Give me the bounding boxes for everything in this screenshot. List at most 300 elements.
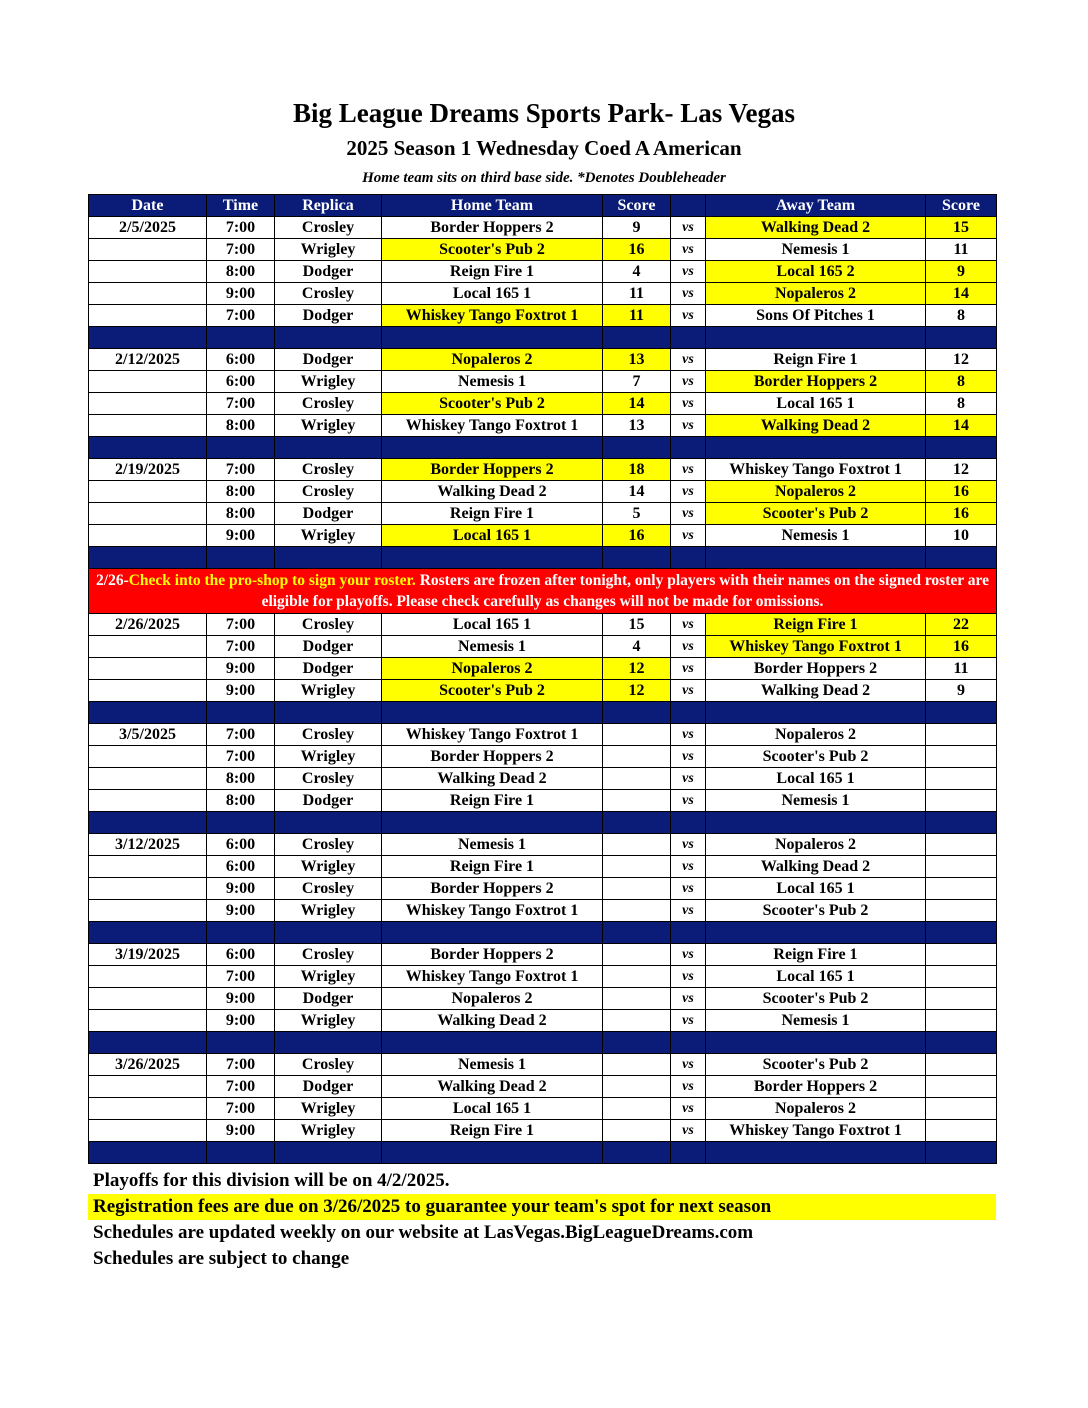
- home-team-cell: Border Hoppers 2: [382, 944, 603, 966]
- game-row: [89, 1054, 997, 1076]
- away-team-cell: Walking Dead 2: [706, 680, 926, 702]
- separator-cell: [926, 1142, 997, 1164]
- registration-note: Registration fees are due on 3/26/2025 to guarantee your team's spot for next season: [88, 1194, 996, 1220]
- vs-cell: vs: [671, 1010, 706, 1032]
- home-score-cell: [603, 878, 671, 900]
- away-team-cell: Nopaleros 2: [706, 283, 926, 305]
- subject-to-change-note: Schedules are subject to change: [93, 1248, 350, 1269]
- separator-cell: [89, 547, 207, 569]
- field-cell: Dodger: [275, 305, 382, 327]
- away-team-cell: Border Hoppers 2: [706, 658, 926, 680]
- away-score-cell: [926, 724, 997, 746]
- game-row: [89, 481, 997, 503]
- date-cell: [89, 746, 207, 768]
- away-score-cell: 9: [926, 680, 997, 702]
- away-score-cell: 22: [926, 614, 997, 636]
- separator-cell: [603, 547, 671, 569]
- game-row: [89, 1120, 997, 1142]
- home-team-cell: Whiskey Tango Foxtrot 1: [382, 724, 603, 746]
- away-score-cell: [926, 768, 997, 790]
- home-score-cell: [603, 944, 671, 966]
- away-team-cell: Nemesis 1: [706, 239, 926, 261]
- away-team-cell: Local 165 1: [706, 768, 926, 790]
- field-cell: Wrigley: [275, 966, 382, 988]
- time-cell: 7:00: [207, 614, 275, 636]
- separator-cell: [275, 547, 382, 569]
- home-score-cell: 5: [603, 503, 671, 525]
- separator-cell: [671, 1032, 706, 1054]
- page-title: Big League Dreams Sports Park- Las Vegas: [292, 98, 796, 128]
- field-cell: Wrigley: [275, 856, 382, 878]
- time-cell: 7:00: [207, 636, 275, 658]
- separator-cell: [89, 1142, 207, 1164]
- away-team-cell: Local 165 1: [706, 393, 926, 415]
- separator-cell: [706, 1142, 926, 1164]
- time-cell: 8:00: [207, 415, 275, 437]
- date-cell: [89, 371, 207, 393]
- date-cell: [89, 636, 207, 658]
- date-cell: [89, 768, 207, 790]
- game-row: [89, 1076, 997, 1098]
- time-cell: 9:00: [207, 1120, 275, 1142]
- game-row: [89, 371, 997, 393]
- notice-date: 2/26-: [96, 572, 129, 589]
- vs-cell: vs: [671, 768, 706, 790]
- away-score-cell: 12: [926, 349, 997, 371]
- home-team-cell: Whiskey Tango Foxtrot 1: [382, 305, 603, 327]
- week-separator: [89, 1032, 997, 1054]
- date-cell: [89, 415, 207, 437]
- website-note: Schedules are updated weekly on our website at LasVegas.BigLeagueDreams.com: [93, 1222, 754, 1243]
- week-separator: [89, 327, 997, 349]
- separator-cell: [207, 327, 275, 349]
- game-row: [89, 393, 997, 415]
- date-cell: [89, 239, 207, 261]
- away-team-cell: Scooter's Pub 2: [706, 1054, 926, 1076]
- date-cell: [89, 283, 207, 305]
- home-score-cell: 13: [603, 415, 671, 437]
- home-team-cell: Local 165 1: [382, 1098, 603, 1120]
- roster-notice-row: [89, 569, 997, 614]
- separator-cell: [706, 547, 926, 569]
- vs-cell: vs: [671, 724, 706, 746]
- date-cell: 3/12/2025: [89, 834, 207, 856]
- home-score-cell: 7: [603, 371, 671, 393]
- game-row: [89, 856, 997, 878]
- separator-cell: [382, 437, 603, 459]
- game-row: [89, 724, 997, 746]
- time-cell: 6:00: [207, 944, 275, 966]
- vs-cell: vs: [671, 790, 706, 812]
- home-team-note: Home team sits on third base side. *Denotes Doubleheader: [362, 170, 726, 186]
- time-cell: 6:00: [207, 834, 275, 856]
- col-home-score: Score: [603, 195, 671, 217]
- separator-cell: [382, 922, 603, 944]
- home-team-cell: Reign Fire 1: [382, 856, 603, 878]
- home-score-cell: 4: [603, 261, 671, 283]
- time-cell: 7:00: [207, 217, 275, 239]
- separator-cell: [603, 327, 671, 349]
- time-cell: 8:00: [207, 768, 275, 790]
- field-cell: Wrigley: [275, 1010, 382, 1032]
- separator-cell: [382, 1142, 603, 1164]
- away-team-cell: Nopaleros 2: [706, 724, 926, 746]
- game-row: [89, 525, 997, 547]
- home-team-cell: Nemesis 1: [382, 1054, 603, 1076]
- vs-cell: vs: [671, 349, 706, 371]
- header-row: [89, 195, 997, 217]
- home-score-cell: [603, 1076, 671, 1098]
- home-score-cell: [603, 790, 671, 812]
- game-row: [89, 878, 997, 900]
- schedule-body: [89, 217, 997, 1164]
- home-team-cell: Reign Fire 1: [382, 1120, 603, 1142]
- separator-cell: [275, 1032, 382, 1054]
- field-cell: Crosley: [275, 878, 382, 900]
- date-cell: 2/5/2025: [89, 217, 207, 239]
- game-row: [89, 239, 997, 261]
- time-cell: 7:00: [207, 724, 275, 746]
- date-cell: [89, 966, 207, 988]
- game-row: [89, 900, 997, 922]
- away-team-cell: Whiskey Tango Foxtrot 1: [706, 636, 926, 658]
- time-cell: 7:00: [207, 239, 275, 261]
- home-team-cell: Whiskey Tango Foxtrot 1: [382, 415, 603, 437]
- time-cell: 8:00: [207, 790, 275, 812]
- home-team-cell: Walking Dead 2: [382, 481, 603, 503]
- col-time: Time: [207, 195, 275, 217]
- date-cell: [89, 900, 207, 922]
- game-row: [89, 1098, 997, 1120]
- away-score-cell: 12: [926, 459, 997, 481]
- field-cell: Wrigley: [275, 525, 382, 547]
- date-cell: [89, 1120, 207, 1142]
- time-cell: 9:00: [207, 878, 275, 900]
- home-score-cell: 12: [603, 658, 671, 680]
- game-row: [89, 415, 997, 437]
- separator-cell: [603, 702, 671, 724]
- away-team-cell: Scooter's Pub 2: [706, 503, 926, 525]
- separator-cell: [603, 1032, 671, 1054]
- date-cell: [89, 658, 207, 680]
- field-cell: Dodger: [275, 636, 382, 658]
- home-team-cell: Whiskey Tango Foxtrot 1: [382, 966, 603, 988]
- date-cell: 2/26/2025: [89, 614, 207, 636]
- game-row: [89, 305, 997, 327]
- time-cell: 9:00: [207, 900, 275, 922]
- col-away-score: Score: [926, 195, 997, 217]
- vs-cell: vs: [671, 261, 706, 283]
- game-row: [89, 1010, 997, 1032]
- vs-cell: vs: [671, 900, 706, 922]
- date-cell: [89, 856, 207, 878]
- date-cell: [89, 393, 207, 415]
- vs-cell: vs: [671, 1120, 706, 1142]
- separator-cell: [89, 702, 207, 724]
- separator-cell: [382, 547, 603, 569]
- home-team-cell: Border Hoppers 2: [382, 459, 603, 481]
- home-team-cell: Nemesis 1: [382, 371, 603, 393]
- separator-cell: [382, 327, 603, 349]
- separator-cell: [275, 922, 382, 944]
- game-row: [89, 790, 997, 812]
- separator-cell: [603, 1142, 671, 1164]
- home-score-cell: [603, 768, 671, 790]
- playoffs-note: Playoffs for this division will be on 4/2/2025.: [93, 1170, 450, 1191]
- home-score-cell: [603, 724, 671, 746]
- date-cell: [89, 790, 207, 812]
- separator-cell: [275, 327, 382, 349]
- game-row: [89, 768, 997, 790]
- date-cell: [89, 305, 207, 327]
- away-score-cell: 8: [926, 305, 997, 327]
- time-cell: 9:00: [207, 658, 275, 680]
- field-cell: Crosley: [275, 768, 382, 790]
- home-team-cell: Scooter's Pub 2: [382, 680, 603, 702]
- separator-cell: [706, 812, 926, 834]
- field-cell: Dodger: [275, 349, 382, 371]
- vs-cell: vs: [671, 988, 706, 1010]
- vs-cell: vs: [671, 966, 706, 988]
- vs-cell: vs: [671, 525, 706, 547]
- vs-cell: vs: [671, 415, 706, 437]
- game-row: [89, 966, 997, 988]
- field-cell: Crosley: [275, 614, 382, 636]
- game-row: [89, 503, 997, 525]
- away-score-cell: 10: [926, 525, 997, 547]
- separator-cell: [671, 1142, 706, 1164]
- date-cell: [89, 525, 207, 547]
- field-cell: Crosley: [275, 393, 382, 415]
- home-score-cell: [603, 1054, 671, 1076]
- away-score-cell: 16: [926, 636, 997, 658]
- away-team-cell: Local 165 1: [706, 966, 926, 988]
- away-score-cell: [926, 856, 997, 878]
- away-score-cell: [926, 878, 997, 900]
- notice-highlight: Check into the pro-shop to sign your roster.: [128, 572, 416, 589]
- game-row: [89, 746, 997, 768]
- separator-cell: [382, 1032, 603, 1054]
- separator-cell: [89, 1032, 207, 1054]
- home-score-cell: 9: [603, 217, 671, 239]
- separator-cell: [603, 437, 671, 459]
- field-cell: Crosley: [275, 481, 382, 503]
- field-cell: Dodger: [275, 261, 382, 283]
- separator-cell: [926, 702, 997, 724]
- game-row: [89, 614, 997, 636]
- separator-cell: [207, 437, 275, 459]
- time-cell: 9:00: [207, 283, 275, 305]
- field-cell: Wrigley: [275, 239, 382, 261]
- week-separator: [89, 922, 997, 944]
- date-cell: [89, 481, 207, 503]
- away-score-cell: [926, 900, 997, 922]
- away-team-cell: Whiskey Tango Foxtrot 1: [706, 459, 926, 481]
- away-team-cell: Nopaleros 2: [706, 481, 926, 503]
- vs-cell: vs: [671, 1076, 706, 1098]
- week-separator: [89, 1142, 997, 1164]
- away-score-cell: 16: [926, 503, 997, 525]
- home-team-cell: Nopaleros 2: [382, 349, 603, 371]
- home-team-cell: Whiskey Tango Foxtrot 1: [382, 900, 603, 922]
- separator-cell: [671, 922, 706, 944]
- time-cell: 7:00: [207, 1076, 275, 1098]
- game-row: [89, 459, 997, 481]
- away-team-cell: Border Hoppers 2: [706, 1076, 926, 1098]
- separator-cell: [926, 812, 997, 834]
- vs-cell: vs: [671, 636, 706, 658]
- field-cell: Crosley: [275, 724, 382, 746]
- home-team-cell: Reign Fire 1: [382, 790, 603, 812]
- home-score-cell: 12: [603, 680, 671, 702]
- home-score-cell: [603, 966, 671, 988]
- field-cell: Wrigley: [275, 1120, 382, 1142]
- separator-cell: [275, 437, 382, 459]
- game-row: [89, 944, 997, 966]
- away-team-cell: Walking Dead 2: [706, 217, 926, 239]
- field-cell: Dodger: [275, 988, 382, 1010]
- home-team-cell: Local 165 1: [382, 525, 603, 547]
- separator-cell: [207, 1032, 275, 1054]
- col-away-team: Away Team: [706, 195, 926, 217]
- date-cell: 2/12/2025: [89, 349, 207, 371]
- separator-cell: [89, 922, 207, 944]
- separator-cell: [926, 1032, 997, 1054]
- vs-cell: vs: [671, 944, 706, 966]
- field-cell: Wrigley: [275, 415, 382, 437]
- field-cell: Crosley: [275, 459, 382, 481]
- away-team-cell: Nemesis 1: [706, 790, 926, 812]
- time-cell: 6:00: [207, 349, 275, 371]
- time-cell: 7:00: [207, 1054, 275, 1076]
- field-cell: Crosley: [275, 283, 382, 305]
- schedule-table: [88, 194, 997, 1164]
- separator-cell: [706, 327, 926, 349]
- week-separator: [89, 702, 997, 724]
- away-team-cell: Scooter's Pub 2: [706, 746, 926, 768]
- game-row: [89, 349, 997, 371]
- home-team-cell: Local 165 1: [382, 283, 603, 305]
- col-vs: [671, 195, 706, 217]
- away-score-cell: 16: [926, 481, 997, 503]
- date-cell: [89, 1010, 207, 1032]
- date-cell: [89, 988, 207, 1010]
- separator-cell: [926, 437, 997, 459]
- home-team-cell: Scooter's Pub 2: [382, 393, 603, 415]
- vs-cell: vs: [671, 1098, 706, 1120]
- date-cell: 3/5/2025: [89, 724, 207, 746]
- game-row: [89, 636, 997, 658]
- away-score-cell: 8: [926, 393, 997, 415]
- date-cell: [89, 680, 207, 702]
- away-score-cell: [926, 1054, 997, 1076]
- away-score-cell: [926, 988, 997, 1010]
- away-team-cell: Reign Fire 1: [706, 944, 926, 966]
- game-row: [89, 658, 997, 680]
- separator-cell: [207, 922, 275, 944]
- away-score-cell: [926, 1120, 997, 1142]
- field-cell: Crosley: [275, 834, 382, 856]
- away-team-cell: Walking Dead 2: [706, 856, 926, 878]
- home-team-cell: Walking Dead 2: [382, 768, 603, 790]
- away-score-cell: [926, 746, 997, 768]
- time-cell: 9:00: [207, 1010, 275, 1032]
- away-score-cell: 11: [926, 239, 997, 261]
- date-cell: 2/19/2025: [89, 459, 207, 481]
- home-team-cell: Reign Fire 1: [382, 503, 603, 525]
- vs-cell: vs: [671, 459, 706, 481]
- away-score-cell: 9: [926, 261, 997, 283]
- home-score-cell: 18: [603, 459, 671, 481]
- separator-cell: [926, 922, 997, 944]
- home-score-cell: 16: [603, 239, 671, 261]
- separator-cell: [671, 327, 706, 349]
- separator-cell: [603, 812, 671, 834]
- vs-cell: vs: [671, 614, 706, 636]
- field-cell: Crosley: [275, 1054, 382, 1076]
- home-team-cell: Border Hoppers 2: [382, 878, 603, 900]
- field-cell: Crosley: [275, 217, 382, 239]
- home-score-cell: [603, 1120, 671, 1142]
- game-row: [89, 834, 997, 856]
- vs-cell: vs: [671, 1054, 706, 1076]
- separator-cell: [671, 702, 706, 724]
- home-score-cell: [603, 746, 671, 768]
- home-team-cell: Nemesis 1: [382, 636, 603, 658]
- separator-cell: [706, 702, 926, 724]
- vs-cell: vs: [671, 239, 706, 261]
- vs-cell: vs: [671, 856, 706, 878]
- home-score-cell: 16: [603, 525, 671, 547]
- home-score-cell: [603, 900, 671, 922]
- away-score-cell: [926, 790, 997, 812]
- home-score-cell: [603, 1098, 671, 1120]
- time-cell: 8:00: [207, 503, 275, 525]
- away-score-cell: [926, 1076, 997, 1098]
- vs-cell: vs: [671, 834, 706, 856]
- game-row: [89, 261, 997, 283]
- vs-cell: vs: [671, 680, 706, 702]
- field-cell: Dodger: [275, 503, 382, 525]
- away-team-cell: Whiskey Tango Foxtrot 1: [706, 1120, 926, 1142]
- home-score-cell: 4: [603, 636, 671, 658]
- date-cell: 3/19/2025: [89, 944, 207, 966]
- date-cell: [89, 1076, 207, 1098]
- away-score-cell: 14: [926, 283, 997, 305]
- away-score-cell: [926, 966, 997, 988]
- field-cell: Dodger: [275, 790, 382, 812]
- away-team-cell: Nemesis 1: [706, 525, 926, 547]
- field-cell: Wrigley: [275, 371, 382, 393]
- separator-cell: [207, 812, 275, 834]
- col-home-team: Home Team: [382, 195, 603, 217]
- away-team-cell: Nemesis 1: [706, 1010, 926, 1032]
- away-team-cell: Scooter's Pub 2: [706, 988, 926, 1010]
- time-cell: 7:00: [207, 305, 275, 327]
- vs-cell: vs: [671, 283, 706, 305]
- field-cell: Dodger: [275, 1076, 382, 1098]
- field-cell: Wrigley: [275, 900, 382, 922]
- away-score-cell: 15: [926, 217, 997, 239]
- separator-cell: [926, 547, 997, 569]
- home-team-cell: Local 165 1: [382, 614, 603, 636]
- away-score-cell: 14: [926, 415, 997, 437]
- home-team-cell: Walking Dead 2: [382, 1076, 603, 1098]
- time-cell: 9:00: [207, 525, 275, 547]
- vs-cell: vs: [671, 481, 706, 503]
- week-separator: [89, 812, 997, 834]
- home-team-cell: Nemesis 1: [382, 834, 603, 856]
